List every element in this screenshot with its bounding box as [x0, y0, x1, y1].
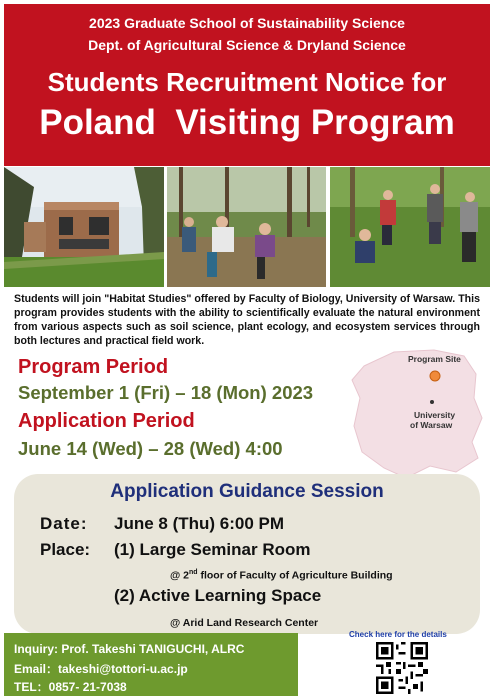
university-label-line1: University — [414, 410, 456, 420]
date-label: Date: — [40, 514, 88, 533]
inquiry-box — [4, 633, 298, 696]
date-value: June 8 (Thu) 6:00 PM — [114, 514, 285, 533]
poland-map — [346, 346, 486, 488]
program-site-marker — [430, 371, 440, 381]
guidance-title: Application Guidance Session — [110, 481, 384, 502]
header-school-line: 2023 Graduate School of Sustainability Science — [89, 15, 405, 31]
photo-field-work-2 — [330, 167, 490, 287]
application-period-title: Application Period — [18, 410, 195, 432]
header-subtitle: Students Recruitment Notice for — [47, 67, 447, 97]
inquiry-contact: Inquiry: Prof. Takeshi TANIGUCHI, ALRC — [14, 642, 245, 656]
program-period-title: Program Period — [18, 356, 169, 378]
warsaw-marker — [430, 400, 434, 404]
inquiry-email[interactable]: Email：takeshi@tottori-u.ac.jp — [14, 662, 188, 676]
qr-code[interactable] — [376, 642, 428, 694]
application-period-value: June 14 (Wed) – 28 (Wed) 4:00 — [18, 438, 283, 459]
header-banner — [4, 4, 490, 166]
inquiry-phone: TEL：0857- 21-7038 — [14, 680, 127, 694]
place2-value: (2) Active Learning Space — [114, 586, 322, 605]
place1-value: (1) Large Seminar Room — [114, 540, 311, 559]
page-title: Poland Visiting Program — [39, 103, 455, 142]
place-label: Place: — [40, 540, 91, 559]
guidance-session-box — [14, 474, 480, 634]
details-link[interactable]: Check here for the details — [349, 630, 447, 639]
program-period-value: September 1 (Fri) – 18 (Mon) 2023 — [18, 382, 314, 403]
photo-field-work-1 — [167, 167, 326, 287]
university-label-line2: of Warsaw — [410, 420, 453, 430]
program-description: Students will join "Habitat Studies" offered by Faculty of Biology, University of Warsaw. This program provides students with the ability to scientifically evaluate the natural environment from various aspects such as soil science, plant ecology, and ecosystem services through both lectures and practical field work. — [14, 293, 480, 347]
header-dept-line: Dept. of Agricultural Science & Dryland Science — [88, 37, 406, 53]
program-site-label: Program Site — [408, 354, 461, 364]
photo-building — [4, 167, 164, 287]
place1-note: @ 2nd floor of Faculty of Agriculture Building — [170, 569, 393, 582]
place2-note: @ Arid Land Research Center — [170, 617, 319, 629]
